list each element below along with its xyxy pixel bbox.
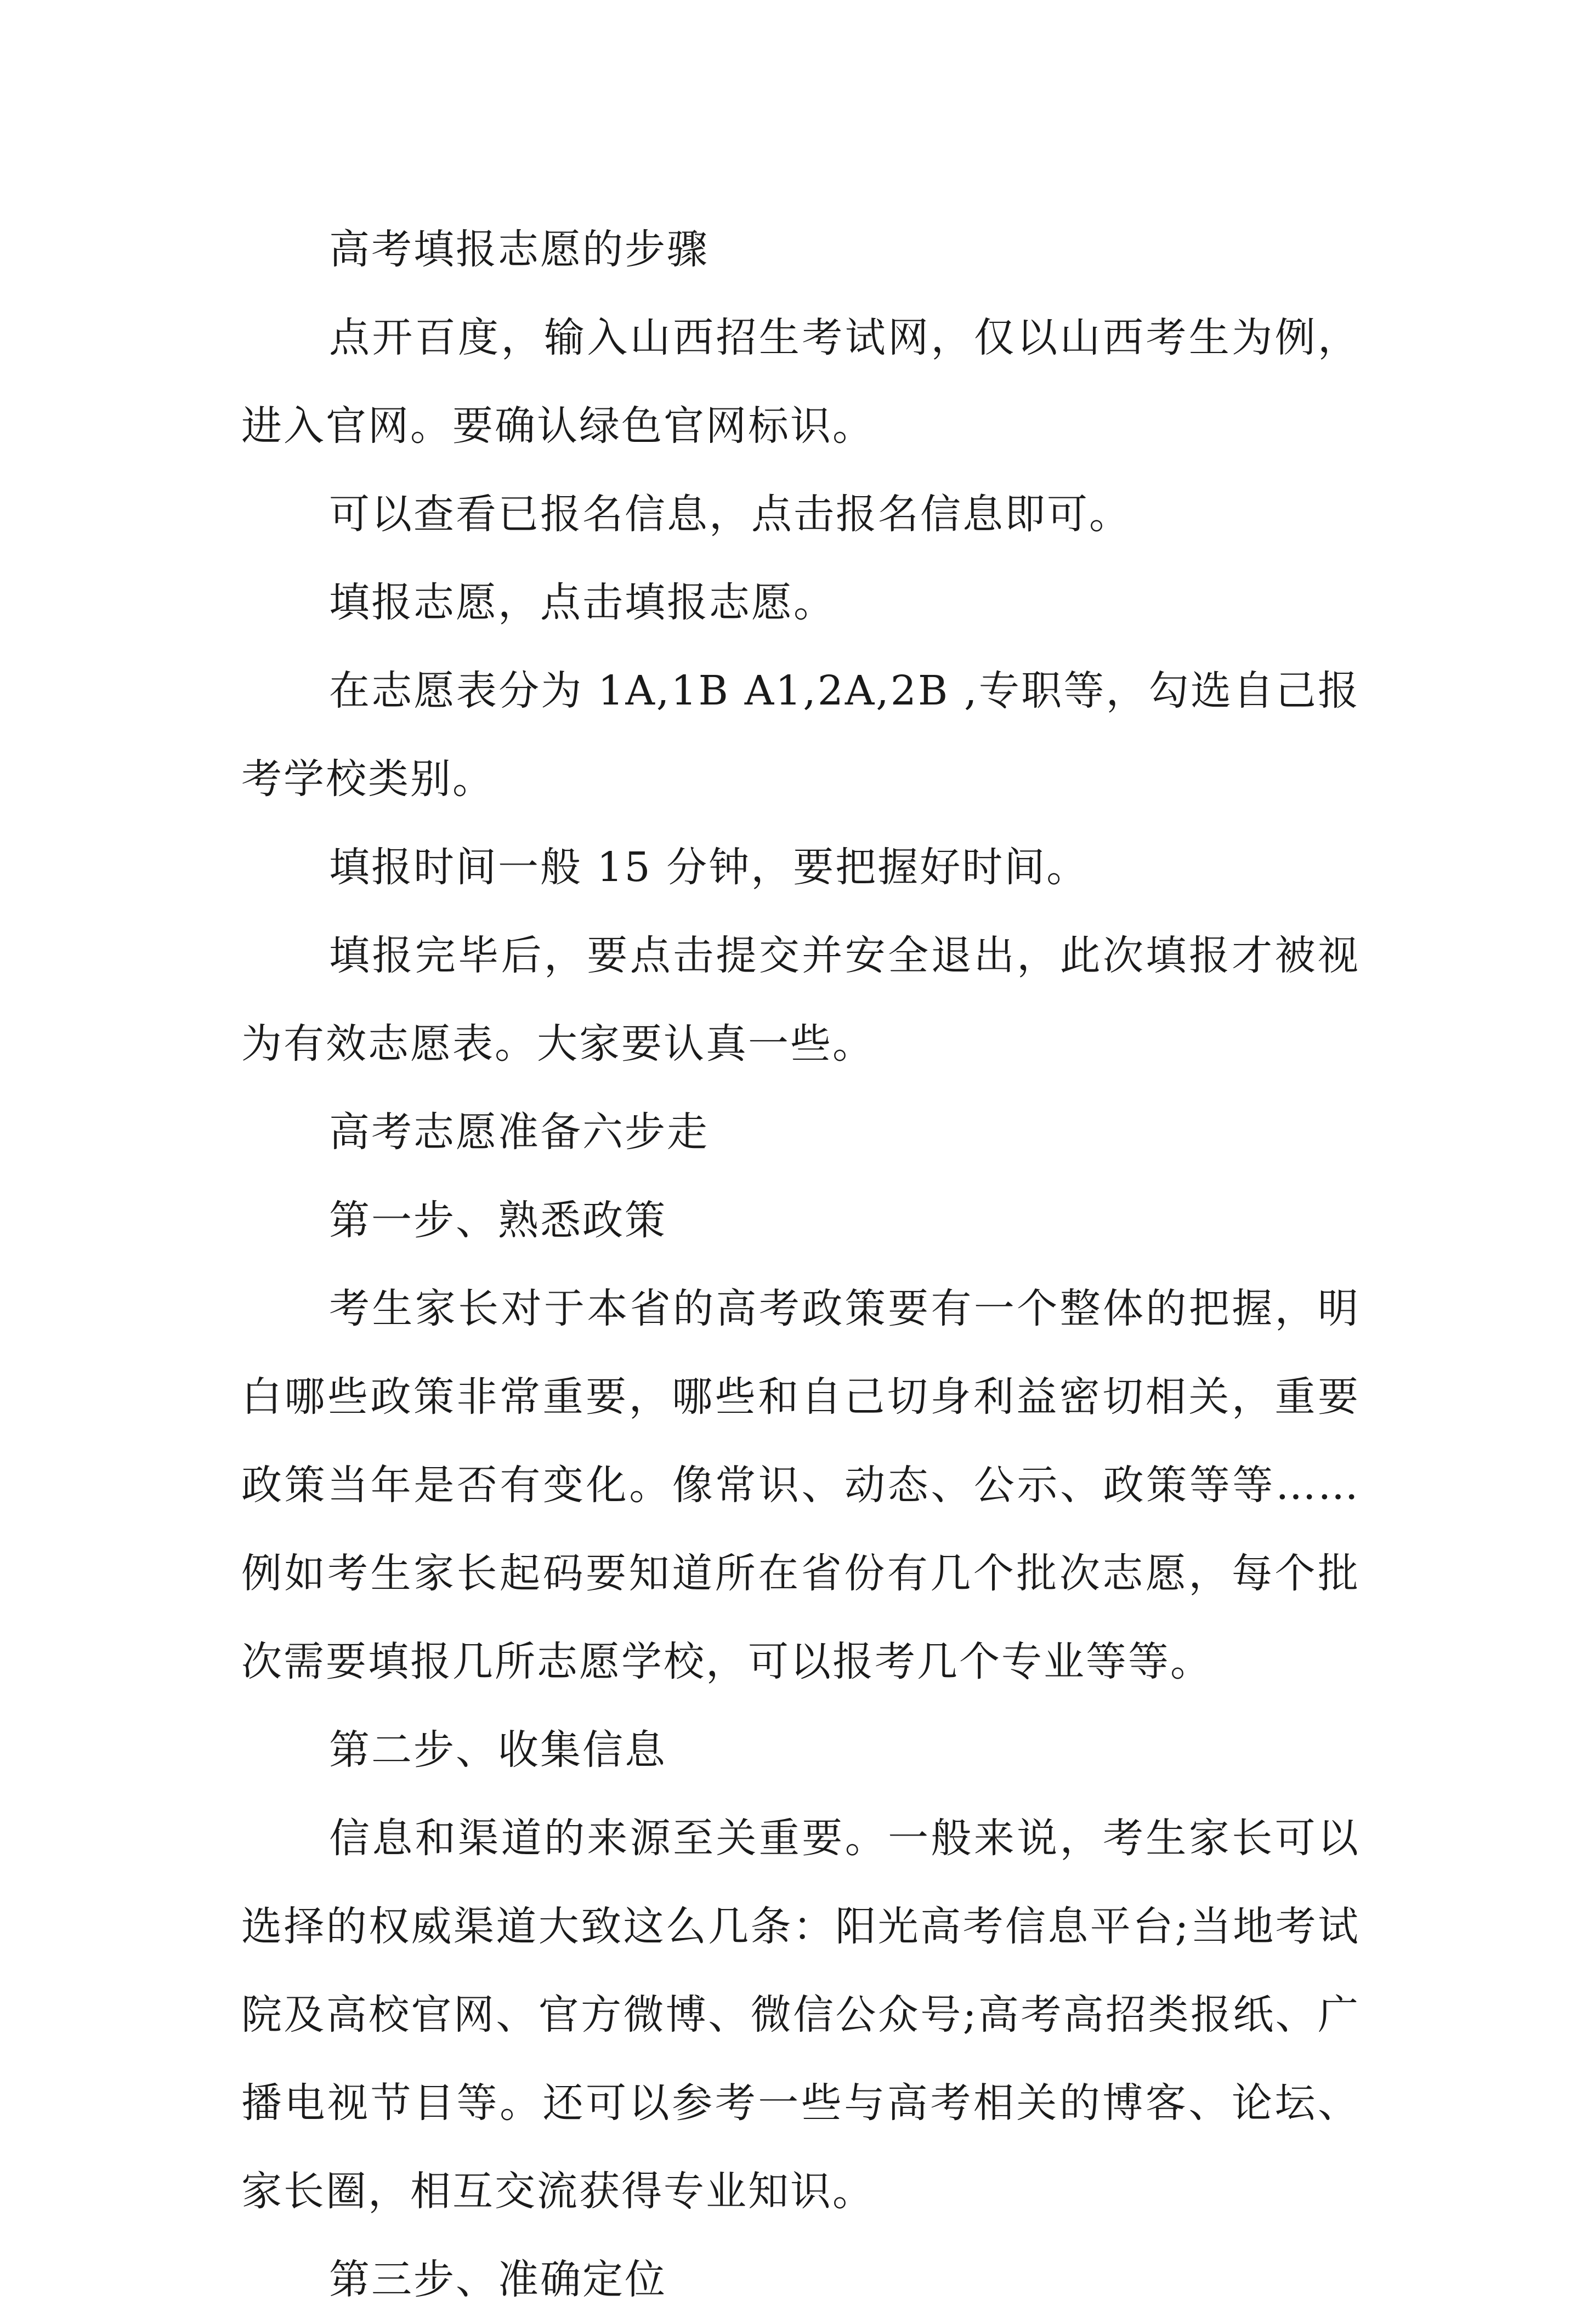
heading-filling-steps: 高考填报志愿的步骤 (329, 226, 709, 273)
heading-six-steps: 高考志愿准备六步走 (329, 1109, 709, 1156)
paragraph-form-categories: 在志愿表分为 1A,1B A1,2A,2B ,专职等，勾选自己报考学校类别。 (241, 667, 1360, 803)
paragraph-time-limit: 填报时间一般 15 分钟，要把握好时间。 (329, 844, 1089, 891)
paragraph-open-baidu: 点开百度，输入山西招生考试网，仅以山西考生为例，进入官网。要确认绿色官网标识。 (241, 314, 1360, 450)
paragraph-step-one: 考生家长对于本省的高考政策要有一个整体的把握，明白哪些政策非常重要，哪些和自己切身利益密切相关，重要政策当年是否有变化。像常识、动态、公示、政策等等……例如考生家长起码要知道所在省份有几个批次志愿，每个批次需要填报几所志愿学校，可以报考几个专业等等。 (241, 1285, 1360, 1685)
paragraph-view-registration: 可以查看已报名信息，点击报名信息即可。 (329, 491, 1131, 538)
heading-step-three: 第三步、准确定位 (329, 2256, 667, 2303)
paragraph-submit-exit: 填报完毕后，要点击提交并安全退出，此次填报才被视为有效志愿表。大家要认真一些。 (241, 932, 1360, 1067)
paragraph-step-two: 信息和渠道的来源至关重要。一般来说，考生家长可以选择的权威渠道大致这么几条：阳光高考信息平台;当地考试院及高校官网、官方微博、微信公众号;高考高招类报纸、广播电视节目等。还可以参考一些与高考相关的博客、论坛、家长圈，相互交流获得专业知识。 (241, 1815, 1360, 2215)
heading-step-two: 第二步、收集信息 (329, 1726, 667, 1774)
paragraph-click-fill: 填报志愿，点击填报志愿。 (329, 579, 836, 626)
heading-step-one: 第一步、熟悉政策 (329, 1197, 667, 1244)
document-body (241, 206, 1360, 2324)
